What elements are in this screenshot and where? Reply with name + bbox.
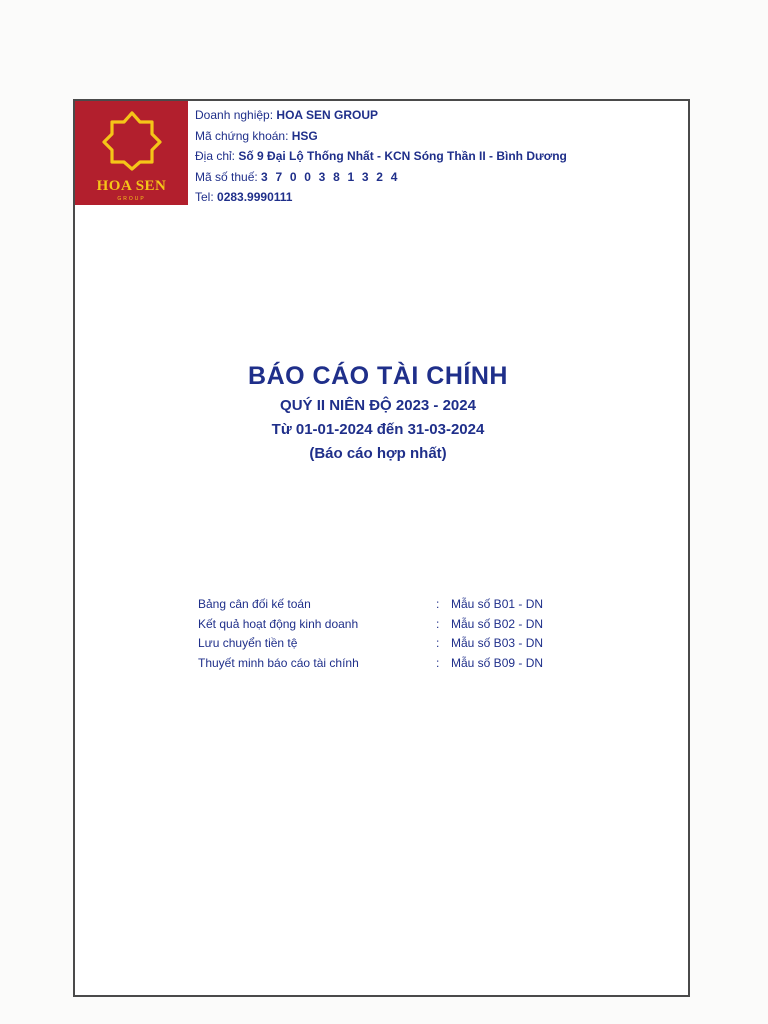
report-period: QUÝ II NIÊN ĐỘ 2023 - 2024 <box>280 397 476 414</box>
enterprise-line <box>195 105 567 126</box>
contents-list <box>198 595 578 673</box>
stock-code-line <box>195 126 567 147</box>
stock-code-value: HSG <box>291 128 318 143</box>
tax-code-value: 3 7 0 0 3 8 1 3 2 4 <box>261 169 400 184</box>
report-date-range: Từ 01-01-2024 đến 31-03-2024 <box>271 421 485 438</box>
contents-separator: : <box>436 636 440 650</box>
company-logo <box>75 101 188 205</box>
tax-code-line <box>195 167 567 188</box>
report-title-block <box>75 359 681 465</box>
tel-label: Tel: <box>195 190 214 204</box>
logo-text: HOA SEN <box>96 178 167 194</box>
enterprise-value: HOA SEN GROUP <box>276 108 378 122</box>
tax-code-label: Mã số thuế: <box>195 169 258 184</box>
tel-line <box>195 187 567 208</box>
logo-subtext: GROUP <box>117 196 146 202</box>
report-type: (Báo cáo hợp nhất) <box>309 445 447 462</box>
contents-separator: : <box>436 597 440 611</box>
tel-value: 0283.9990111 <box>217 190 293 204</box>
contents-label: Lưu chuyển tiền tệ <box>198 636 298 650</box>
address-label: Địa chỉ: <box>195 149 236 163</box>
contents-form-number: Mẫu số B03 - DN <box>451 636 544 650</box>
document-frame <box>73 99 690 997</box>
contents-label: Thuyết minh báo cáo tài chính <box>198 655 359 670</box>
enterprise-label: Doanh nghiệp: <box>195 108 274 122</box>
contents-label: Kết quả hoạt động kinh doanh <box>198 616 359 631</box>
stock-code-label: Mã chứng khoán: <box>195 128 289 143</box>
list-item <box>198 595 578 615</box>
contents-separator: : <box>436 655 440 670</box>
list-item <box>198 654 578 674</box>
company-info <box>195 105 567 208</box>
contents-form-number: Mẫu số B01 - DN <box>451 597 544 611</box>
address-line <box>195 146 567 167</box>
report-title: BÁO CÁO TÀI CHÍNH <box>248 362 508 390</box>
contents-form-number: Mẫu số B02 - DN <box>451 616 544 631</box>
list-item <box>198 615 578 635</box>
list-item <box>198 634 578 654</box>
lotus-emblem-icon <box>102 109 162 171</box>
contents-form-number: Mẫu số B09 - DN <box>451 655 544 670</box>
contents-label: Bảng cân đối kế toán <box>198 597 311 611</box>
contents-separator: : <box>436 616 440 631</box>
address-value: Số 9 Đại Lộ Thống Nhất - KCN Sóng Thần II - Bình Dương <box>238 149 567 163</box>
